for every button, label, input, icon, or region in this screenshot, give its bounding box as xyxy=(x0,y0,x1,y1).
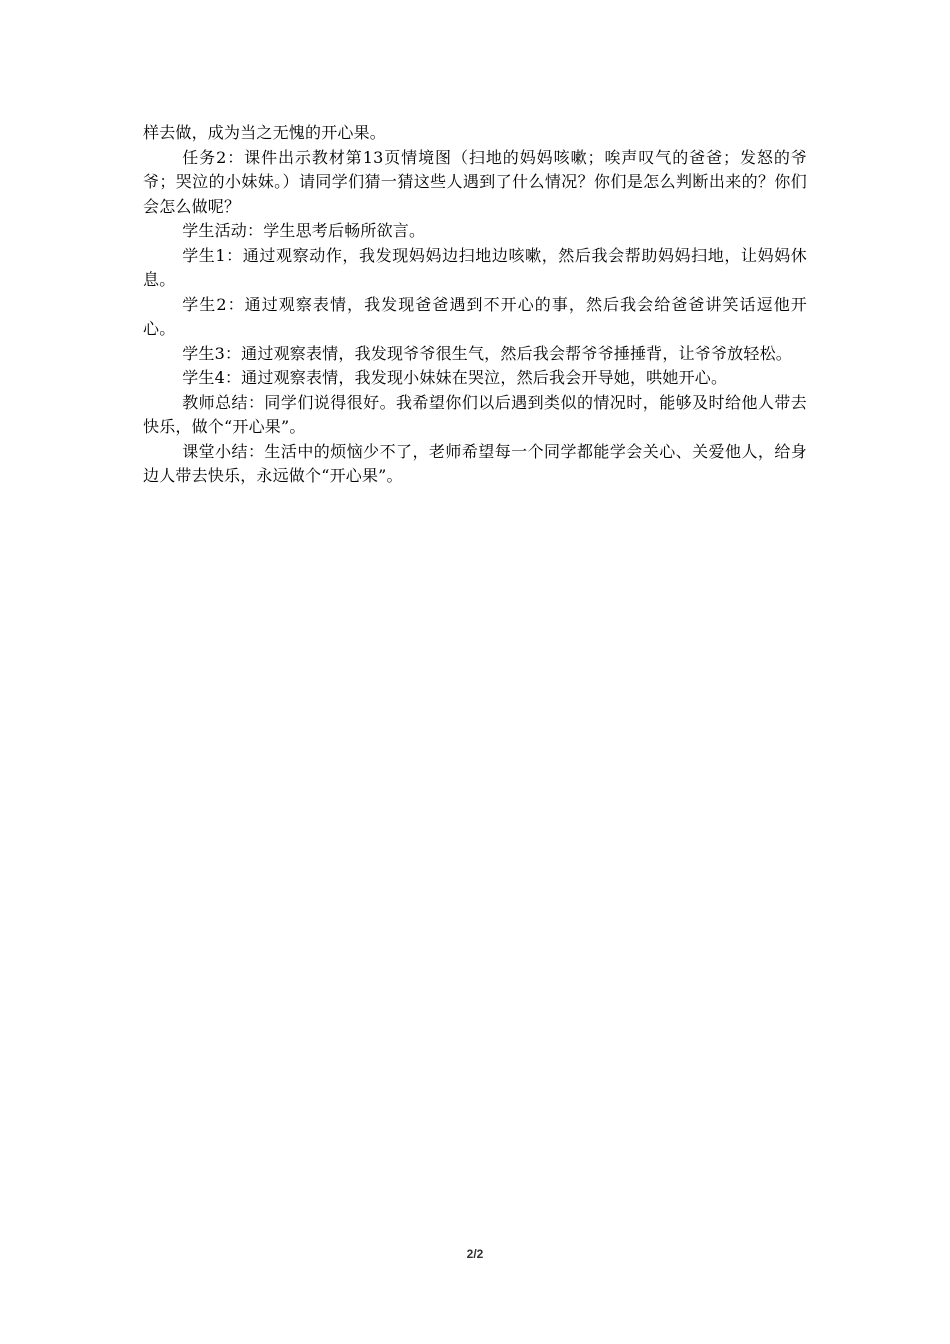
paragraph-task-2: 任务2：课件出示教材第13页情境图（扫地的妈妈咳嗽；唉声叹气的爸爸；发怒的爷爷；哭泣的小妹妹。）请同学们猜一猜这些人遇到了什么情况？你们是怎么判断出来的？你们会怎么做呢？ xyxy=(143,147,807,216)
paragraph-student-1: 学生1：通过观察动作，我发现妈妈边扫地边咳嗽，然后我会帮助妈妈扫地，让妈妈休息。 xyxy=(143,245,807,289)
paragraph-student-activity: 学生活动：学生思考后畅所欲言。 xyxy=(182,221,426,240)
paragraph-student-2: 学生2：通过观察表情，我发现爸爸遇到不开心的事，然后我会给爸爸讲笑话逗他开心。 xyxy=(143,294,807,338)
paragraph-student-4: 学生4：通过观察表情，我发现小妹妹在哭泣，然后我会开导她，哄她开心。 xyxy=(182,368,728,387)
page-number: 2/2 xyxy=(466,1247,484,1261)
paragraph-continuation: 样去做，成为当之无愧的开心果。 xyxy=(143,123,387,142)
paragraph-teacher-summary: 教师总结：同学们说得很好。我希望你们以后遇到类似的情况时，能够及时给他人带去快乐，做个“开心果”。 xyxy=(143,392,807,436)
paragraph-student-3: 学生3：通过观察表情，我发现爷爷很生气，然后我会帮爷爷捶捶背，让爷爷放轻松。 xyxy=(182,343,792,363)
document-body xyxy=(143,121,807,489)
paragraph-class-summary: 课堂小结：生活中的烦恼少不了，老师希望每一个同学都能学会关心、关爱他人，给身边人带去快乐，永远做个“开心果”。 xyxy=(143,441,807,485)
